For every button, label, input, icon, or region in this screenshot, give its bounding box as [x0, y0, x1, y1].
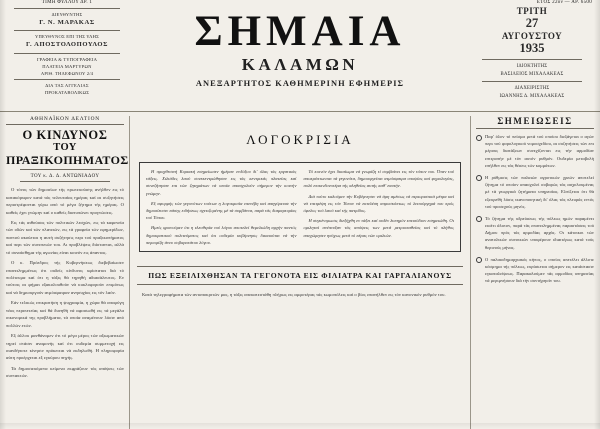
- bullet-icon: [476, 135, 482, 141]
- issue-price: ΤΙΜΗ ΦΥΛΛΟΥ ΔΡ. 1: [41, 0, 93, 5]
- divider: [14, 30, 120, 31]
- divider: [14, 79, 120, 80]
- owner-name: ΒΑΣΙΛΕΙΟΣ ΜΙΧΑΛΑΚΕΑΣ: [500, 71, 564, 77]
- offices-phone: ΑΡΙΘ. ΤΗΛΕΦΩΝΟΥ 2/4: [40, 70, 94, 76]
- paragraph: Εις τάς αιθούσας τών πολιτικών λεσχών, εις τά καφενεία τών οδών καί τών πλατειών, εις τά γραφεία τών εφημερίδων, παντού ακούεται η αυτή συζήτησις περι τού πραξικοπήματος καί περι τών συνεπειών του. Αι προβλέψεις διίστανται, αλλά τό συναίσθημα τής αγωνίας είναι κοινόν εις άπαντας.: [6, 219, 124, 255]
- divider: [20, 181, 110, 182]
- note-text: Η ρύθμισις τών παλαιών αγροτικών χρεών αποτελεί ζήτημα τό οποίον απασχολεί σοβαρώς τάς ασχολουμένας μέ τά γεωργικά ζητήματα υπηρεσίας. Ελπίζεται ότι θά εξευρεθή λύσις ικανοποιητική δι' όλας τάς πλευράς εντός τού προσεχούς μηνός.: [485, 174, 594, 209]
- left-article-body: [6, 186, 124, 380]
- divider: [20, 169, 110, 170]
- section-kicker: ΑΘΗΝΑΪΚΟΝ ΔΕΛΤΙΟΝ: [6, 116, 124, 125]
- director-name: Γ. Ν. ΜΑΡΑΚΑΣ: [39, 19, 95, 27]
- publication-date: 27: [525, 16, 539, 31]
- masthead: [0, 0, 600, 112]
- paragraph: Εξ άλλου μανθάνομεν ότι τό μέγα μέρος τών αξιωματικών τηρεί στάσιν αναμονής καί ότι ουδεμία συμμετοχή εις οιανδήποτε κίνησιν πρόκειται νά εκδηλωθή. Η πληροφορία αύτη προέρχεται εξ εγκύρου πηγής.: [6, 333, 124, 361]
- masthead-right-block: [472, 6, 592, 101]
- paragraph: Εξ αφορμής τών γεγονότων τούτων η λογοκρισία επενέβη καί απηγόρευσε τήν δημοσίευσιν πάσης ειδήσεως σχετιζομένης μέ τά συμβάντα, παρά τάς διαμαρτυρίας τού Τύπου.: [146, 200, 297, 221]
- note-item: [476, 215, 594, 251]
- note-text: Ο παλαιοδημαρχιακός κήπος, ο οποίος απετέλει άλλοτε κόσμημα τής πόλεως, ευρίσκεται σήμερον εις κατάστασιν εγκαταλείψεως. Παρακαλούμεν τάς αρμοδίας υπηρεσίας νά μεριμνήσουν διά τήν συντήρησίν του.: [485, 256, 594, 284]
- center-after-body: [137, 291, 463, 298]
- column-left: [6, 116, 130, 429]
- paragraph: Η συγκέντρωσις διεξήχθη εν τάξει καί ουδέν λυπηρόν επεισόδιον εσημειώθη. Οι ομιληταί ανέπτυξαν τάς απόψεις των μετά μετριοπαθείας καί τό πλήθος απεχώρησεν ησύχως μετά τό πέρας τών ομιλιών.: [303, 218, 454, 238]
- editor-name: ΙΩΑΝΝΗΣ Δ. ΜΙΧΑΛΑΚΕΑΣ: [499, 94, 565, 100]
- center-headline: ΛΟΓΟΚΡΙΣΙΑ: [246, 132, 354, 147]
- ads-label: ΔΙΑ ΤΑΣ ΑΓΓΕΛΙΑΣ: [45, 82, 89, 88]
- paragraph: Εάν τελικώς επικρατήση η ψυχραιμία, η χώρα θά αποφύγη νέας περιπετείας καί θά δυνηθή νά αφοσιωθή εις τά μεγάλα οικονομικά της προβλήματα, τά οποία αναμένουν λύσιν από πολλών ετών.: [6, 300, 124, 328]
- responsible-name: Γ. ΑΠΟΣΤΟΛΟΠΟΥΛΟΣ: [25, 41, 108, 49]
- bullet-icon: [476, 216, 482, 222]
- note-text: Τό ζήτημα τής υδρεύσεως τής πόλεως ημών παραμένει εισέτι άλυτον, παρά τάς επανειλημμένας παραστάσεις τού Δήμου πρός τάς αρμοδίας αρχάς. Οι κάτοικοι τών ανατολικών συνοικιών υποφέρουν ιδιαιτέρως κατά τούς θερινούς μήνας.: [485, 215, 594, 250]
- owner-label: ΙΔΙΟΚΤΗΤΗΣ: [516, 64, 548, 69]
- note-item: [476, 174, 594, 210]
- divider: [14, 53, 120, 54]
- left-article-footnote: Τά δημοσιευόμενα κείμενα εκφράζουν τάς απόψεις τών συντακτών.: [6, 365, 124, 379]
- editorial-body: [146, 168, 454, 246]
- paragraph: Ο κ. Πρόεδρος τής Κυβερνήσεως διεβεβαίωσεν επανειλημμένως ότι ουδείς κίνδυνος υφίσταται διά τό πολίτευμα καί ότι η τάξις θά τηρηθή αδιασάλευτος. Εν τούτοις αι φήμαι εξακολουθούν νά κυκλοφορούν επιμόνως καί νά δημιουργούν ατμόσφαιραν ανησυχίας εις τόν λαόν.: [6, 260, 124, 295]
- masthead-left-block: [8, 6, 126, 96]
- paragraph: Κατά τηλεγραφήματα τών ανταποκριτών μας, η τάξις απεκατεστάθη πλήρως εις αμφοτέρας τάς κωμοπόλεις καί ο βίος επανήλθεν εις τόν κανονικόν ρυθμόν του.: [142, 291, 446, 297]
- newspaper-tagline: ΑΝΕΞΑΡΤΗΤΟΣ ΚΑΘΗΜΕΡΙΝΗ ΕΦΗΜΕΡΙΣ: [195, 78, 405, 88]
- page-bottom-fold: [0, 423, 600, 429]
- column-center: [130, 116, 470, 429]
- left-headline: [6, 128, 129, 167]
- publication-day: ΤΡΙΤΗ: [516, 6, 548, 16]
- note-item: [476, 256, 594, 285]
- divider: [482, 59, 582, 60]
- paragraph: Ημείς φρονούμεν ότι η ελευθερία τού λόγου αποτελεί θεμελιώδη αρχήν παντός δημοκρατικού πολιτεύματος καί ότι ουδεμία κυβέρνησις δικαιούται νά τήν περιορίζη άνευ σοβαροτάτου λόγου.: [146, 225, 297, 245]
- left-headline-line2: ΤΟΥ: [53, 142, 77, 153]
- bullet-icon: [476, 257, 482, 263]
- paragraph: Η προχθεσινή Κυριακή εσημείωσεν ήμέραν ενδόξου δι' όλας τάς εργατικάς τάξεις. Χιλιάδες λαού συνεκεντρώθησαν εις τάς κεντρικάς πλατείας καί συνεζήτησαν επι τών ζητημάτων τά οποία απασχολούν σήμερον τήν κοινήν γνώμην.: [146, 169, 297, 196]
- publication-year: 1935: [519, 41, 545, 56]
- masthead-title-block: [132, 8, 468, 88]
- editor-label: ΔΙΑΧΕΙΡΙΣΤΗΣ: [514, 86, 550, 92]
- paragraph: Διά τούτο καλούμεν τήν Κυβέρνησιν νά άρη αμέσως τά περιοριστικά μέτρα καί νά επιτρέψη εις τόν Τύπον νά εκτελέση απροσκόπτως τό λειτούργημά του πρός όφελος τού λαού καί τής πατρίδος.: [303, 193, 454, 213]
- offices-label: ΓΡΑΦΕΙΑ & ΤΥΠΟΓΡΑΦΕΙΑ: [36, 56, 98, 62]
- bullet-icon: [476, 175, 482, 181]
- note-text: Παρ' όλον τό πείσμα μετά τού οποίου διεξάγεται ο αγών περι τού φορολογικού νομοσχεδίου, αι συζητήσεις τών επι μέρους διατάξεων συνεχίζονται εις τήν αρμοδίαν επιτροπήν μέ τόν αυτόν ρυθμόν. Ουδεμία μεταβολή επήλθεν εις τάς θέσεις τών κομμάτων.: [485, 134, 594, 168]
- newspaper-subtitle: ΚΑΛΑΜΩΝ: [241, 54, 359, 74]
- right-column-title: ΣΗΜΕΙΩΣΕΙΣ: [476, 116, 594, 129]
- director-label: ΔΙΕΥΘΥΝΤΗΣ: [51, 12, 83, 17]
- offices-address: ΠΛΑΤΕΙΑ ΜΑΡΤΥΡΩΝ: [42, 63, 92, 69]
- paragraph: Ο τόνος τών δημοσίων τής πρωτευούσης ανήλθεν εις τό κατακόρυφον κατά τάς τελευταίας ημέρας καί αι συζητήσεις περιστρέφονται γύρω από τό μέγα ζήτημα τής ημέρας. Ο καθείς έχει γνώμην καί ο καθείς διατυπώνει προγνώσεις.: [6, 187, 124, 215]
- divider: [482, 81, 582, 82]
- note-item: [476, 133, 594, 169]
- issue-number: ΕΤΟΣ 22ον — ΑΡ. 6500: [536, 0, 592, 5]
- responsible-label: ΥΠΕΥΘΥΝΟΣ ΕΠΙ ΤΗΣ ΥΛΗΣ: [35, 34, 99, 40]
- page-body: [0, 112, 600, 429]
- ads-note: ΠΡΟΚΑΤΑΒΟΛΙΚΩΣ: [44, 90, 90, 96]
- left-byline: ΤΟΥ κ. Δ. Δ. ΑΝΤΩΝΙΑΔΟΥ: [30, 174, 100, 180]
- publication-month: ΑΥΓΟΥΣΤΟΥ: [501, 31, 563, 41]
- paragraph: Τό κοινόν έχει δικαίωμα νά γνωρίζη τί συμβαίνει εις τόν τόπον του. Όταν τού αποκρύπτωνται τά γεγονότα, δημιουργείται ατμόσφαιρα υποψίας καί φημολογίας, πολύ επικινδυνοτέρα τής αληθείας αυτής καθ' εαυτήν.: [303, 169, 454, 189]
- left-headline-line3: ΠΡΑΞΙΚΟΠΗΜΑΤΟΣ: [6, 152, 129, 167]
- divider: [14, 8, 120, 9]
- column-right: [470, 116, 594, 429]
- left-headline-line1: Ο ΚΙΝΔΥΝΟΣ: [22, 128, 108, 142]
- center-bottom-headline: ΠΩΣ ΕΞΕΙΛΙΧΘΗΣΑΝ ΤΑ ΓΕΓΟΝΟΤΑ ΕΙΣ ΦΙΛΙΑΤΡΑ ΚΑΙ ΓΑΡΓΑΛΙΑΝΟΥΣ: [137, 266, 463, 285]
- newspaper-title: ΣΗΜΑΙΑ: [194, 8, 406, 55]
- editorial-box: [139, 162, 461, 252]
